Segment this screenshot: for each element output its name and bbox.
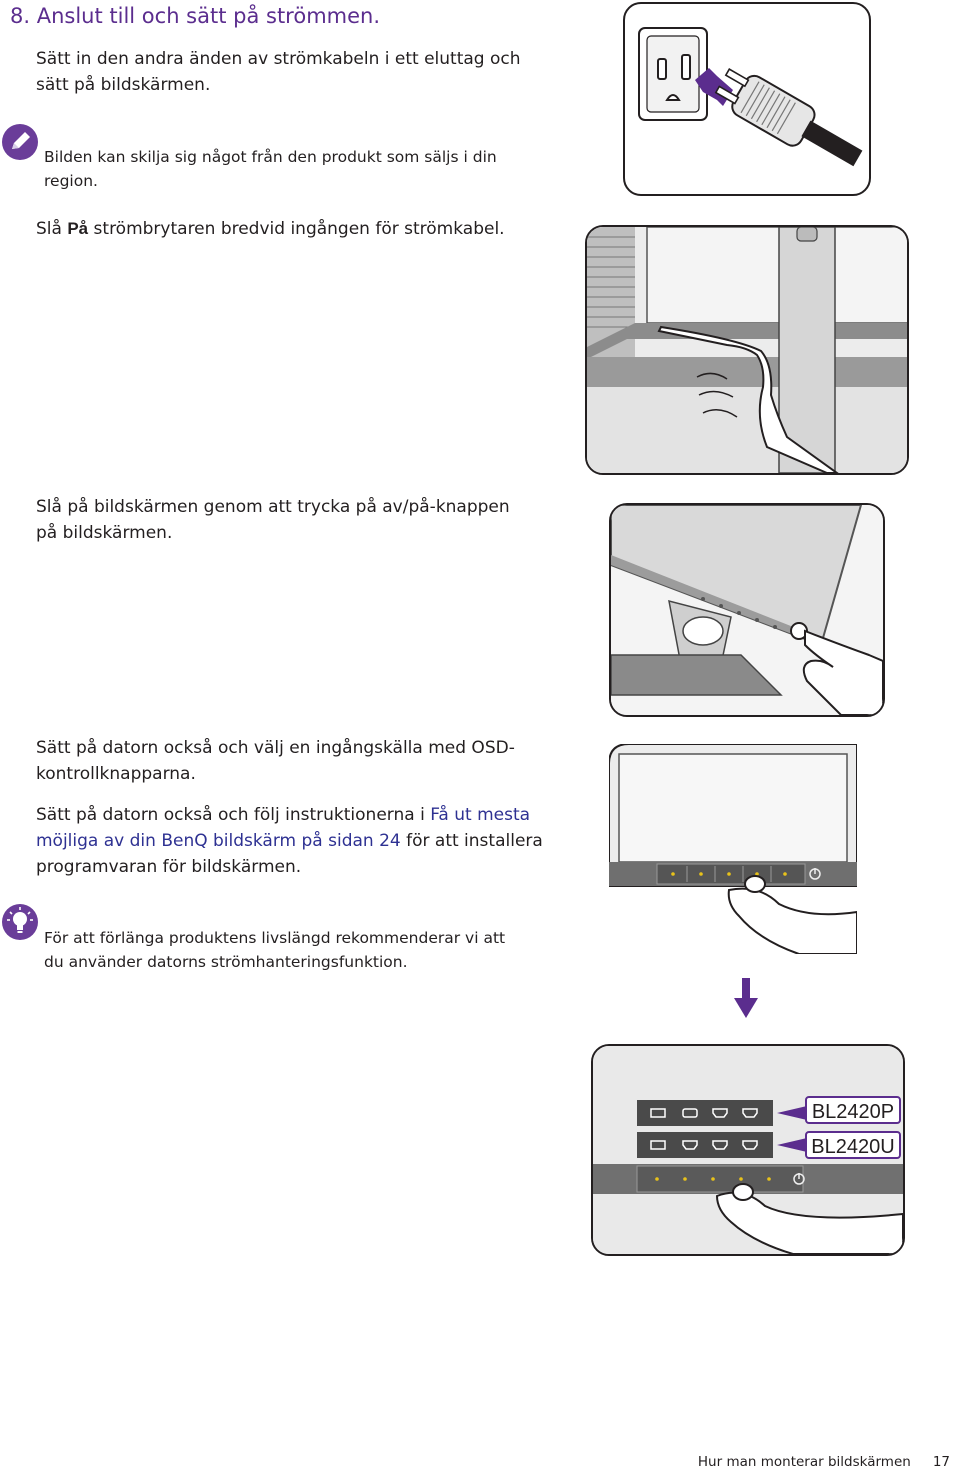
p2-after: strömbrytaren bredvid ingången för strömkabel. xyxy=(88,219,505,239)
benq-guide-link[interactable]: Få ut mesta möjliga av din BenQ bildskärm på sidan 24 xyxy=(36,805,531,851)
plug-outlet-figure xyxy=(623,2,871,196)
p2-before: Slå xyxy=(36,219,68,239)
p2-bold: På xyxy=(67,219,89,238)
input-source-instruction: Sätt på datorn också och välj en ingångskälla med OSD-kontrollknapparna. xyxy=(36,738,515,784)
front-power-button-figure xyxy=(609,503,885,717)
page-number: 17 xyxy=(932,1454,950,1470)
down-arrow-icon xyxy=(734,978,758,1018)
p5-after: för att installera programvaran för bildskärmen. xyxy=(36,831,543,877)
region-note: Bilden kan skilja sig något från den produkt som säljs i din region. xyxy=(44,148,497,190)
power-switch-instruction xyxy=(36,216,556,242)
tip-lightbulb-icon xyxy=(2,904,38,940)
power-button-instruction: Slå på bildskärmen genom att trycka på av/på-knappen på bildskärmen. xyxy=(36,497,510,543)
bezel-buttons-figure xyxy=(609,744,857,954)
model-label-bl2420u: BL2420U xyxy=(805,1131,901,1159)
plug-in-instruction: Sätt in den andra änden av strömkabeln i ett eluttag och sätt på bildskärmen. xyxy=(36,49,521,95)
power-switch-figure xyxy=(585,225,909,475)
power-management-tip: För att förlänga produktens livslängd rekommenderar vi att du använder datorns strömhanteringsfunktion. xyxy=(44,929,506,971)
footer-section: Hur man monterar bildskärmen xyxy=(697,1454,911,1470)
note-pencil-icon xyxy=(2,124,38,160)
p5-before: Sätt på datorn också och följ instruktionerna i xyxy=(36,805,431,825)
model-label-bl2420p: BL2420P xyxy=(805,1096,901,1124)
section-heading: 8. Anslut till och sätt på strömmen. xyxy=(10,4,381,28)
software-instruction xyxy=(36,802,546,880)
page-footer xyxy=(698,1454,950,1470)
